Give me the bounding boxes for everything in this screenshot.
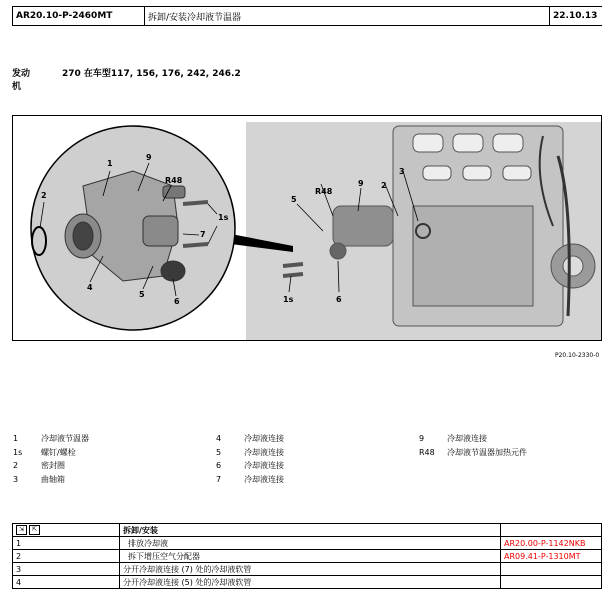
header-icons-cell	[13, 524, 120, 537]
legend-item: 6 冷却液连接	[216, 461, 284, 470]
step-text: 分开冷却液连接 (5) 处的冷却液软管	[120, 576, 501, 589]
procedure-header-row	[13, 524, 602, 537]
engine-models: 270 在车型117, 156, 176, 242, 246.2	[62, 69, 241, 79]
install-icon: ⇱	[29, 525, 40, 535]
legend-col-1	[13, 432, 89, 486]
callout-2-right: 2	[381, 181, 387, 190]
legend-item: 4 冷却液连接	[216, 434, 284, 443]
callout-7: 7	[200, 230, 206, 239]
illustration-svg	[13, 116, 602, 341]
header-ref-cell	[501, 524, 602, 537]
callout-r48: R48	[165, 176, 183, 185]
callout-1: 1	[107, 159, 113, 168]
legend-item: 1 冷却液节温器	[13, 434, 89, 443]
legend-item: 1s 螺钉/螺栓	[13, 447, 76, 457]
legend-col-2	[216, 432, 284, 486]
step-text: 拆下增压空气分配器	[120, 550, 501, 563]
remove-icon: ⇲	[16, 525, 27, 535]
doc-date: 22.10.13	[553, 11, 598, 21]
legend-item: 7 冷却液连接	[216, 474, 284, 484]
callout-6: 6	[174, 297, 180, 306]
step-reference	[501, 576, 602, 589]
engine-label-2: 机	[12, 82, 22, 92]
engine-applicability	[12, 68, 241, 94]
legend-col-3	[419, 432, 527, 459]
callout-9: 9	[146, 153, 152, 162]
procedure-row	[13, 550, 602, 563]
callout-3-right: 3	[399, 167, 405, 176]
step-reference-link[interactable]: AR09.41-P-1310MT	[501, 550, 602, 563]
step-reference	[501, 563, 602, 576]
callout-2: 2	[41, 191, 47, 200]
figure-reference: P20.10-2330-0	[555, 352, 600, 359]
callout-4: 4	[87, 283, 93, 292]
step-number: 2	[13, 550, 120, 563]
procedure-row	[13, 563, 602, 576]
procedure-table	[12, 523, 602, 589]
procedure-row	[13, 537, 602, 550]
procedure-header: 拆卸/安装	[120, 524, 501, 537]
callout-5: 5	[139, 290, 145, 299]
callout-1s-right: 1s	[283, 295, 294, 304]
legend-item: 2 密封圈	[13, 461, 65, 470]
procedure-row	[13, 576, 602, 589]
callout-r48-right: R48	[315, 187, 333, 196]
legend-item: R48 冷却液节温器加热元件	[419, 447, 527, 457]
step-text: 分开冷却液连接 (7) 处的冷却液软管	[120, 563, 501, 576]
step-text: 排放冷却液	[120, 537, 501, 550]
engine-label: 发动	[12, 69, 31, 79]
doc-title: 拆卸/安装冷却液节温器	[145, 7, 550, 25]
doc-id: AR20.10-P-2460MT	[13, 7, 145, 25]
callout-9-right: 9	[358, 179, 364, 188]
callout-5-right: 5	[291, 195, 297, 204]
legend-item: 5 冷却液连接	[216, 447, 284, 457]
figure-illustration	[12, 115, 602, 341]
step-number: 3	[13, 563, 120, 576]
step-reference-link[interactable]: AR20.00-P-1142NKB	[501, 537, 602, 550]
legend-item: 9 冷却液连接	[419, 434, 487, 443]
callout-6-right: 6	[336, 295, 342, 304]
document-header	[12, 6, 602, 26]
legend-item: 3 曲轴箱	[13, 474, 65, 484]
callout-1s: 1s	[218, 213, 229, 222]
step-number: 1	[13, 537, 120, 550]
step-number: 4	[13, 576, 120, 589]
